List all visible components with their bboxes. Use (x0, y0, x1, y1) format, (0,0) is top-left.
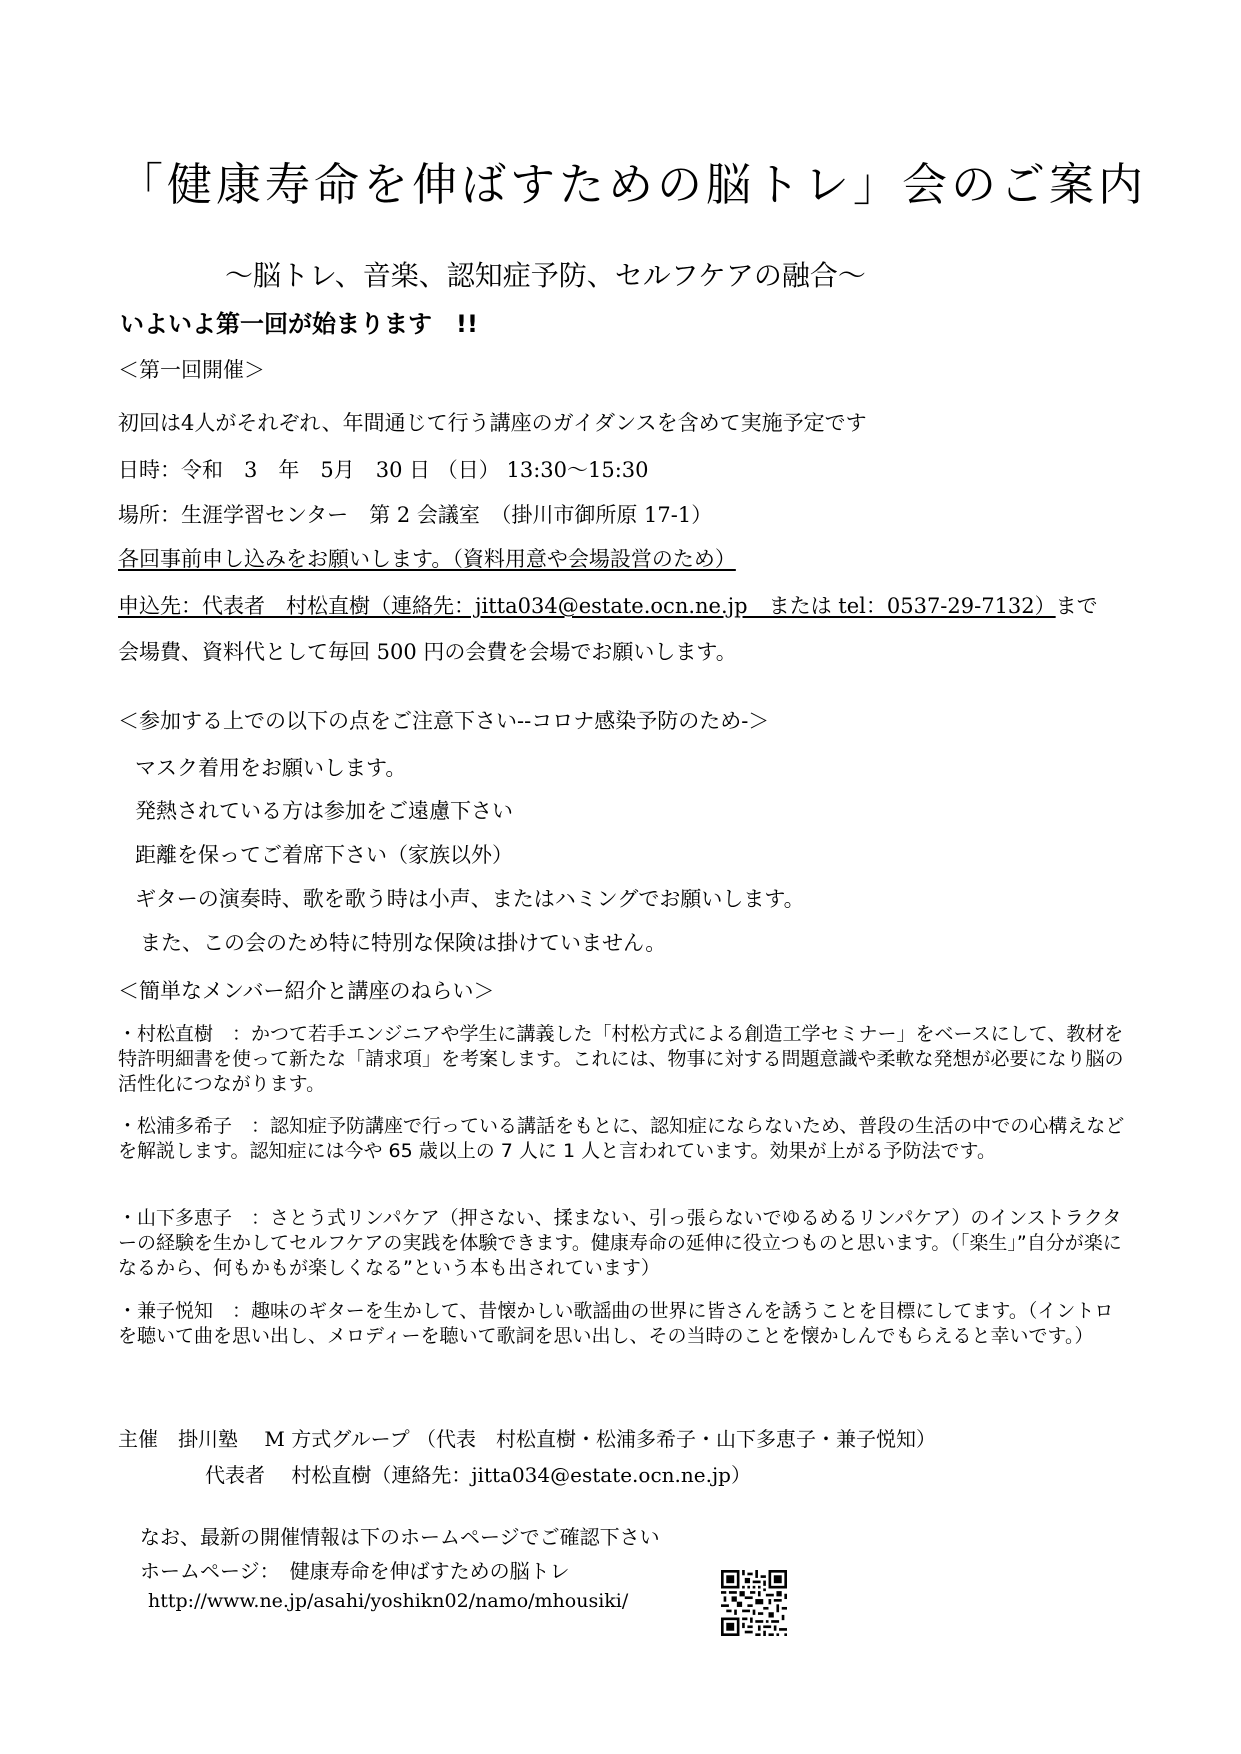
homepage-title: ホームページ： 健康寿命を伸ばすための脳トレ (140, 1559, 570, 1583)
note-item: 発熱されている方は参加をご遠慮下さい (135, 799, 513, 823)
notes-heading: ＜参加する上での以下の点をご注意下さい--コロナ感染予防のため-＞ (118, 709, 770, 733)
homepage-url[interactable]: http://www.ne.jp/asahi/yoshikn02/namo/mhousiki/ (148, 1590, 629, 1612)
event-place: 場所：生涯学習センター 第 2 会議室 （掛川市御所原 17-1） (118, 503, 713, 527)
page-title: 「健康寿命を伸ばすための脳トレ」会のご案内 (118, 158, 1148, 211)
members-heading: ＜簡単なメンバー紹介と講座のねらい＞ (118, 979, 495, 1003)
note-item: マスク着用をお願いします。 (135, 756, 407, 780)
member-intro: ・松浦多希子 ：認知症予防講座で行っている講話をもとに、認知症にならないため、普段の生活の中での心構えなどを解説します。認知症には今や 65 歳以上の 7 人に 1 人と言われています。効果が上がる予防法です。 (118, 1115, 1125, 1162)
start-announcement: いよいよ第一回が始まります !! (120, 310, 478, 338)
contact-line (118, 590, 1098, 620)
note-item: ギターの演奏時、歌を歌う時は小声、またはハミングでお願いします。 (135, 887, 805, 911)
homepage-note: なお、最新の開催情報は下のホームページでご確認下さい (140, 1525, 660, 1549)
page-subtitle: ～脳トレ、音楽、認知症予防、セルフケアの融合～ (225, 259, 866, 292)
fee-notice: 会場費、資料代として毎回 500 円の会費を会場でお願いします。 (118, 640, 737, 664)
qr-code-icon (721, 1570, 787, 1636)
contact-suffix: まで (1055, 594, 1098, 618)
note-item: また、この会のため特に特別な保険は掛けていません。 (140, 931, 667, 955)
member-intro: ・村松直樹 ：かつて若手エンジニアや学生に講義した「村松方式による創造工学セミナー」をベースにして、教材を特許明細書を使って新たな「請求項」を考案します。これには、物事に対する問題意識や柔軟な発想が必要になり脳の活性化につながります。 (118, 1023, 1124, 1095)
note-item: 距離を保ってご着席下さい（家族以外） (135, 843, 513, 867)
reservation-notice: 各回事前申し込みをお願いします。（資料用意や会場設営のため） (118, 547, 736, 571)
member-intro: ・兼子悦知 ：趣味のギターを生かして、昔懐かしい歌謡曲の世界に皆さんを誘うことを目標にしてます。（イントロを聴いて曲を思い出し、メロディーを聴いて歌詞を思い出し、その当時のことを懐かしんでもらえると幸いです。） (118, 1300, 1114, 1347)
representative-line: 代表者 村松直樹（連絡先：jitta034@estate.ocn.ne.jp） (205, 1463, 751, 1487)
first-session-intro: 初回は4人がそれぞれ、年間通じて行う講座のガイダンスを含めて実施予定です (118, 411, 867, 435)
organizer-line: 主催 掛川塾 M 方式グループ （代表 村松直樹・松浦多希子・山下多恵子・兼子悦知） (118, 1427, 936, 1451)
first-session-heading: ＜第一回開催＞ (118, 358, 265, 382)
contact-info: 申込先：代表者 村松直樹（連絡先：jitta034@estate.ocn.ne.jp または tel：0537-29-7132） (118, 594, 1056, 618)
member-intro: ・山下多恵子 ：さとう式リンパケア（押さない、揉まない、引っ張らないでゆるめるリンパケア）のインストラクターの経験を生かしてセルフケアの実践を体験できます。健康寿命の延伸に役立つものと思います。（「楽生」”自分が楽になるから、何もかもが楽しくなる”という本も出されています） (118, 1207, 1122, 1279)
event-datetime: 日時：令和 3 年 5月 30 日 （日） 13:30～15:30 (118, 458, 649, 482)
